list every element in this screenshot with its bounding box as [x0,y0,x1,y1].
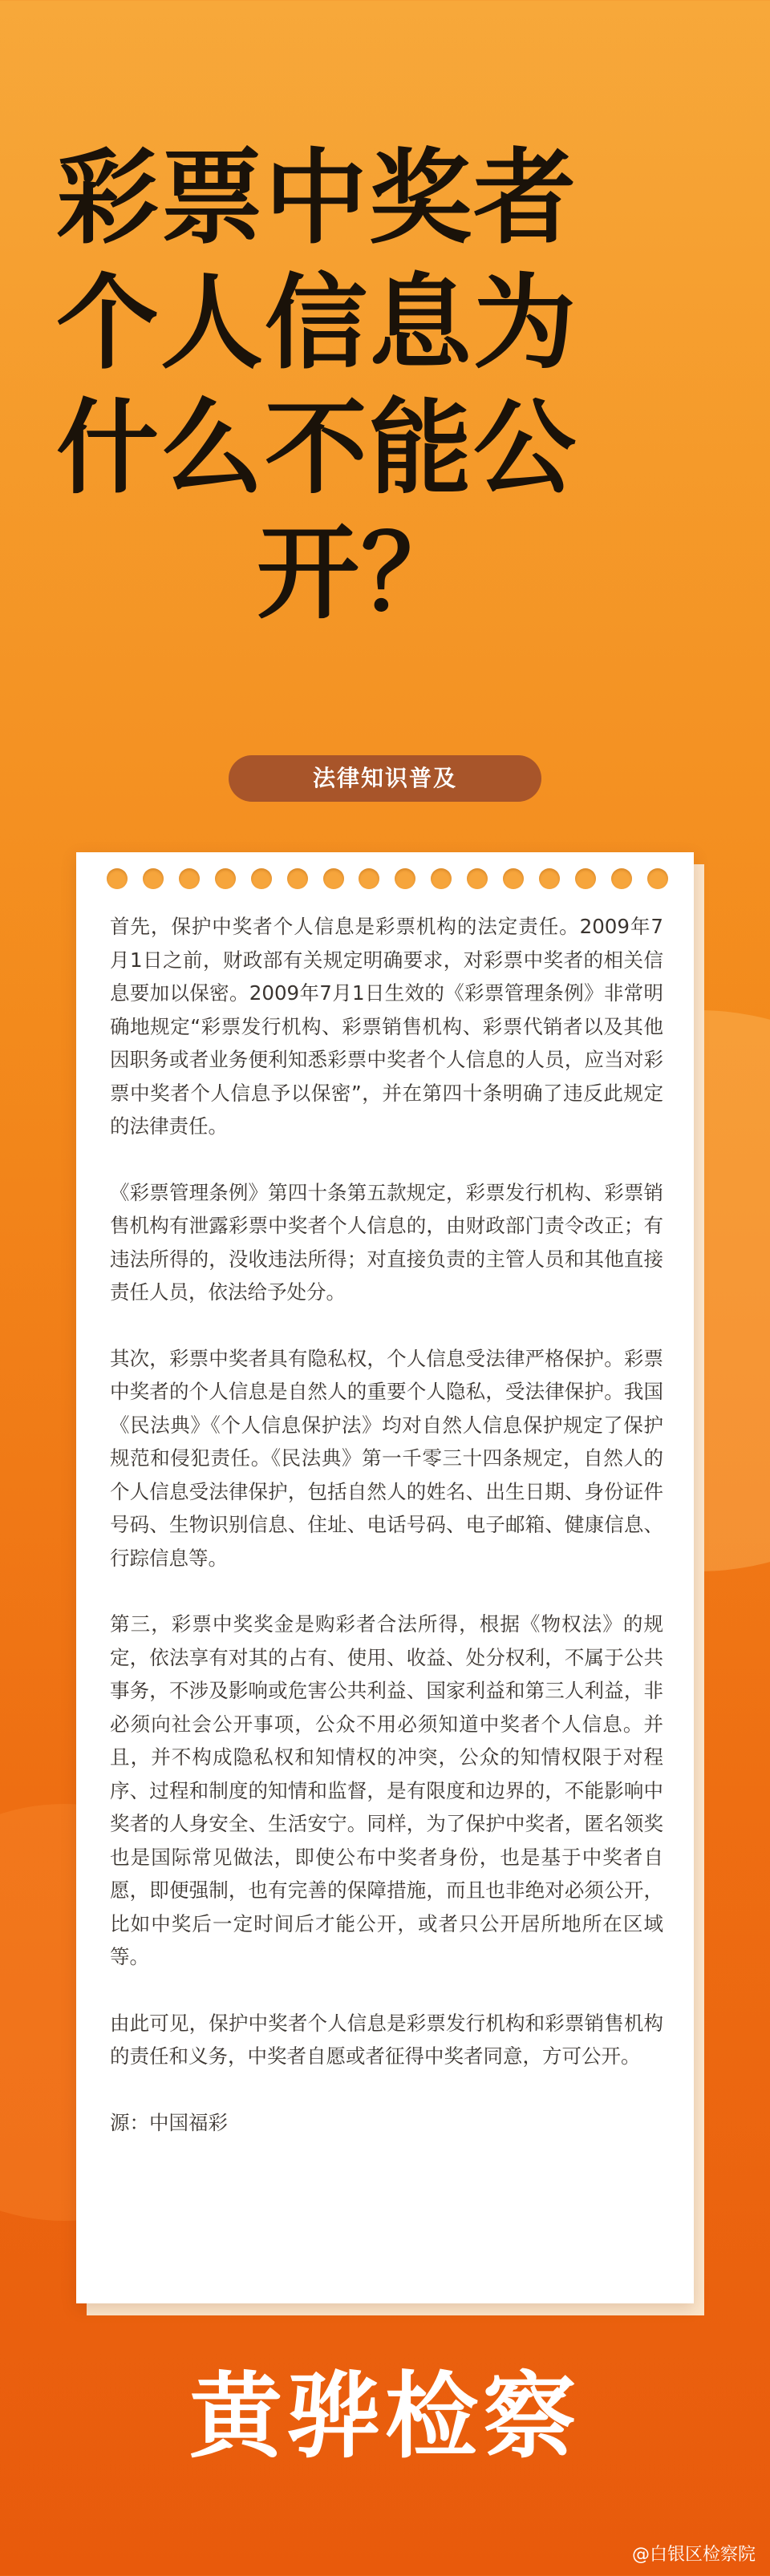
binder-hole-icon [647,868,668,889]
category-tag: 法律知识普及 [229,755,541,802]
page-title [56,136,714,637]
binder-hole-icon [467,868,488,889]
article-card [76,852,694,2303]
source-note: 源：中国福彩 [110,2110,228,2134]
binder-hole-icon [107,868,128,889]
binder-hole-icon [215,868,236,889]
binder-hole-icon [575,868,596,889]
binder-hole-icon [503,868,524,889]
binder-hole-icon [359,868,379,889]
title-line: 什么不能公 [56,389,578,508]
paragraph: 由此可见，保护中奖者个人信息是彩票发行机构和彩票销售机构的责任和义务，中奖者自愿或者征得中奖者同意，方可公开。 [110,2011,663,2068]
binder-holes [107,868,668,894]
title-line: 开？ [257,514,466,633]
binder-hole-icon [287,868,308,889]
watermark: @白银区检察院 [631,2545,756,2565]
binder-hole-icon [539,868,560,889]
brand-name: 黄骅检察 [189,2363,581,2471]
binder-hole-icon [251,868,272,889]
paragraph: 《彩票管理条例》第四十条第五款规定，彩票发行机构、彩票销售机构有泄露彩票中奖者个人信息的，由财政部门责令改正；有违法所得的，没收违法所得；对直接负责的主管人员和其他直接责任人员，依法给予处分。 [110,1180,663,1304]
article-body [110,910,663,2172]
binder-hole-icon [611,868,632,889]
binder-hole-icon [179,868,200,889]
binder-hole-icon [395,868,415,889]
paragraph: 首先，保护中奖者个人信息是彩票机构的法定责任。2009年7月1日之前，财政部有关规定明确要求，对彩票中奖者的相关信息要加以保密。2009年7月1日生效的《彩票管理条例》非常明确地规定“彩票发行机构、彩票销售机构、彩票代销者以及其他因职务或者业务便利知悉彩票中奖者个人信息的人员，应当对彩票中奖者个人信息予以保密”，并在第四十条明确了违反此规定的法律责任。 [110,915,663,1138]
title-line: 彩票中奖者 [56,139,578,258]
title-line: 个人信息为 [56,264,578,383]
binder-hole-icon [143,868,164,889]
paragraph: 其次，彩票中奖者具有隐私权，个人信息受法律严格保护。彩票中奖者的个人信息是自然人的重要个人隐私，受法律保护。我国《民法典》《个人信息保护法》均对自然人信息保护规定了保护规范和侵犯责任。《民法典》第一千零三十四条规定，自然人的个人信息受法律保护，包括自然人的姓名、出生日期、身份证件号码、生物识别信息、住址、电话号码、电子邮箱、健康信息、行踪信息等。 [110,1346,663,1570]
paragraph: 第三，彩票中奖奖金是购彩者合法所得，根据《物权法》的规定，依法享有对其的占有、使用、收益、处分权利，不属于公共事务，不涉及影响或危害公共利益、国家利益和第三人利益，非必须向社会公开事项，公众不用必须知道中奖者个人信息。并且，并不构成隐私权和知情权的冲突，公众的知情权限于对程序、过程和制度的知情和监督，是有限度和边界的，不能影响中奖者的人身安全、生活安宁。同样，为了保护中奖者，匿名领奖也是国际常见做法，即使公布中奖者身份，也是基于中奖者自愿，即便强制，也有完善的保障措施，而且也非绝对必须公开，比如中奖后一定时间后才能公开，或者只公开居所地所在区域等。 [110,1612,663,1968]
binder-hole-icon [323,868,344,889]
binder-hole-icon [431,868,452,889]
